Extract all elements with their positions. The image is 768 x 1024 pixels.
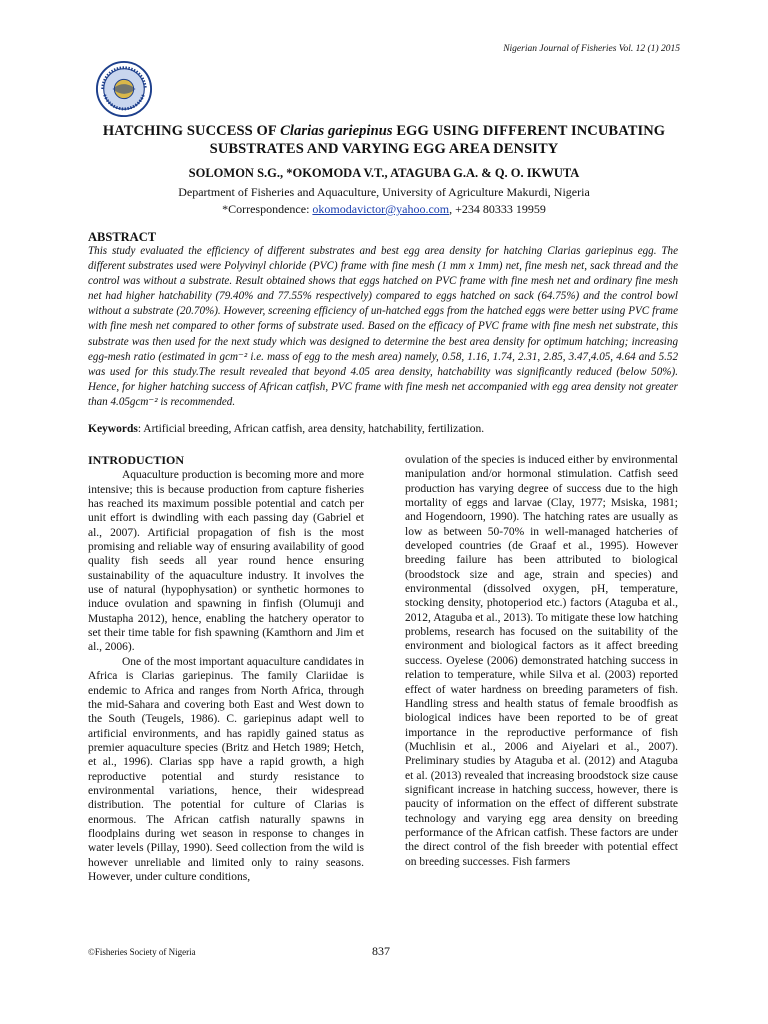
keywords-text: : Artificial breeding, African catfish, area density, hatchability, fertilization. xyxy=(137,423,485,435)
authors: SOLOMON S.G., *OKOMODA V.T., ATAGUBA G.A. & Q. O. IKWUTA xyxy=(188,166,580,180)
intro-paragraph-2: One of the most important aquaculture candidates in Africa is Clarias gariepinus. The family Clariidae is endemic to Africa and ranges from North Africa, through the mid-Sahara and covering both East and West down to the South (Teugels, 1986). C. gariepinus adapt well to artificial environments, and has rapidly gained status as premier aquaculture species (Britz and Hetch 1989; Hetch, et al., 1996). Clarias spp have a rapid growth, a high reproductive potential and sturdy resistance to environmental variations, hence, their widespread distribution. The potential for culture of Clarias is enormous. The African catfish naturally spawns in floodplains during wet season in response to changes in water levels (Pillay, 1990). Seed collection from the wild is however unreliable and limited only to rainy seasons. However, under culture conditions, xyxy=(88,655,364,883)
intro-paragraph-3: ovulation of the species is induced either by environmental manipulation and/or hormonal stimulation. Catfish seed production has varying degree of success due to the high mortality of eggs and larvae (Clay, 1977; Msiska, 1981; and Hogendoorn, 1990). The hatching rates are usually as low as between 50-70% in well-managed hatcheries of developed countries (de Graaf et al., 1995). However breeding failure has been attributed to biological (broodstock size and age, strain and species) and environmental (dissolved oxygen, pH, temperature, stocking density, photoperiod etc.) factors (Ataguba et al., 2012, Ataguba et al., 2013). To mitigate these low hatching problems, research has focused on the suitability of the environment and biological factors as it affect breeding success. Oyelese (2006) demonstrated hatching success in relation to temperature, while Silva et al. (2003) reported effect of water hardness on breeding parameters of fish. Handling stress and health status of female broodfish as biological indices have been reported to be of great importance in the reproductive performance of fish (Muchlisin et al., 2006 and Aiyelari et al., 2007). Preliminary studies by Ataguba et al. (2012) and Ataguba et al. (2013) revealed that increasing broodstock size cause significant increase in hatching success, however, there is paucity of information on the effect of different substrate technology and varying egg area density on breeding performance of the African catfish. These factors are under the direct control of the fish breeder with potential effect on breeding successes. Fish farmers xyxy=(405,454,678,868)
paper-title xyxy=(80,122,688,158)
title-part1: HATCHING SUCCESS OF xyxy=(102,123,281,139)
introduction-heading: INTRODUCTION xyxy=(88,453,185,467)
abstract-heading: ABSTRACT xyxy=(88,230,157,244)
abstract-text: This study evaluated the efficiency of different substrates and best egg area density for hatching Clarias gariepinus egg. The different substrates used were Polyvinyl chloride (PVC) frame with fine mesh (1 mm x 1mm) net, fine mesh net, sack thread and the control was without a substrate. Result obtained shows that eggs hatched on PVC frame with fine mesh net and ordinary fine mesh net had higher hatchability (79.40% and 77.55% respectively) compared to eggs hatched on sack (64.75%) and the control bowl without a substrate (20.70%). However, screening efficiency of un-hatched eggs from the hatched eggs were better using PVC frame with fine mesh net compared to other forms of substrate used. Based on the efficacy of PVC frame with fine mesh net substrate, this substrate was then used for the next study which was designed to determine the best area density for optimum hatching; increasing egg-mesh ratio (estimated in gcm⁻² i.e. mass of egg to the mesh area) namely, 0.58, 1.16, 1.74, 2.31, 2.85, 3.47,4.05, 4.64 and 5.52 was used for this study.The result revealed that beyond 4.05 area density, hatchability was significantly reduced (below 50%). Hence, for higher hatching success of African catfish, PVC frame with fine mesh net accompanied with egg area density not greater than 4.05gcm⁻² is recommended. xyxy=(88,245,678,408)
correspondence-phone: , +234 80333 19959 xyxy=(449,202,546,216)
fisheries-society-seal-icon xyxy=(95,60,153,118)
correspondence xyxy=(80,202,688,217)
footer-society: ©Fisheries Society of Nigeria xyxy=(88,947,196,957)
correspondence-prefix: *Correspondence: xyxy=(222,202,313,216)
keywords-label: Keywords xyxy=(88,423,138,435)
title-part2: EGG USING DIFFERENT INCUBATING SUBSTRATES AND VARYING EGG AREA DENSITY xyxy=(209,123,666,157)
right-column xyxy=(405,453,678,869)
affiliation: Department of Fisheries and Aquaculture, University of Agriculture Makurdi, Nigeria xyxy=(178,185,590,199)
title-species: Clarias gariepinus xyxy=(280,123,393,139)
page-number: 837 xyxy=(372,944,390,958)
left-column xyxy=(88,453,364,884)
intro-paragraph-1: Aquaculture production is becoming more and more intensive; this is because production from capture fisheries has reached its maximum possible potential and catch per unit effort is dwindling with each passing day (Gabriel et al., 2007). Artificial propagation of fish is the most promising and reliable way of ensuring availability of good quality fish seeds all year round hence ensuring sustainability of the aquaculture industry. It involves the use of natural (hypophysation) or synthetic hormones to induce ovulation and spawning in finfish (Olumuji and Mustapha 2012), hence, enabling the hatchery operator to set their time table for fish spawning (Kamthorn and Jim et al., 2006). xyxy=(88,469,364,654)
keywords xyxy=(88,423,678,435)
journal-header: Nigerian Journal of Fisheries Vol. 12 (1) 2015 xyxy=(503,44,680,54)
email-link[interactable]: okomodavictor@yahoo.com xyxy=(312,202,450,216)
